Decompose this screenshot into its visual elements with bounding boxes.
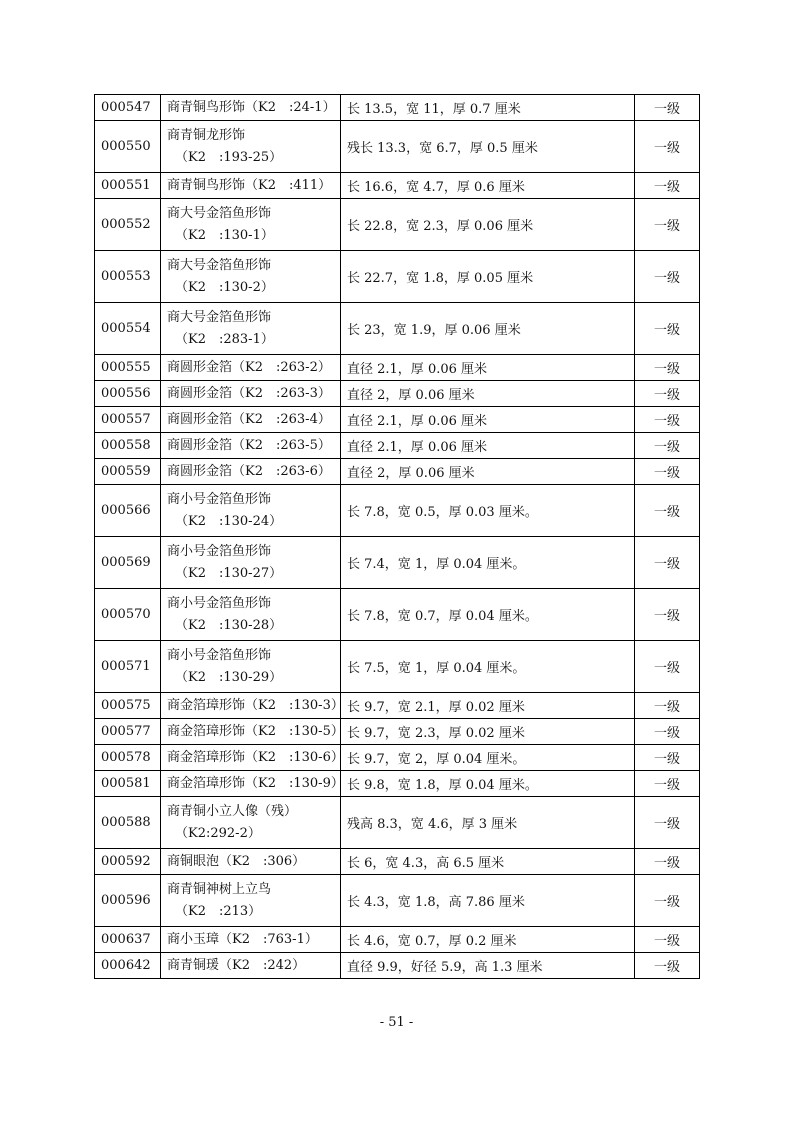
dimensions-cell: 长 9.8，宽 1.8，厚 0.04 厘米。 (341, 771, 635, 797)
table-row (95, 849, 700, 875)
grade-cell: 一级 (635, 719, 700, 745)
catalog-number-cell: 000569 (95, 537, 161, 589)
grade-cell: 一级 (635, 537, 700, 589)
catalog-number-cell: 000550 (95, 121, 161, 173)
item-name: 商青铜鸟形饰（K2 :24-1） (167, 99, 336, 115)
item-name-cell (161, 355, 341, 381)
dimensions-cell: 长 7.8，宽 0.7，厚 0.04 厘米。 (341, 589, 635, 641)
table-row (95, 693, 700, 719)
item-name-cell (161, 251, 341, 303)
table-row (95, 771, 700, 797)
catalog-number-cell: 000642 (95, 953, 161, 979)
dimensions-cell: 直径 2，厚 0.06 厘米 (341, 381, 635, 407)
grade-cell: 一级 (635, 199, 700, 251)
dimensions-cell: 长 9.7，宽 2.1，厚 0.02 厘米 (341, 693, 635, 719)
catalog-number-cell: 000596 (95, 875, 161, 927)
item-name-cell (161, 303, 341, 355)
table-row (95, 875, 700, 927)
catalog-number-cell: 000555 (95, 355, 161, 381)
grade-cell: 一级 (635, 355, 700, 381)
item-name-cell (161, 589, 341, 641)
page-number: - 51 - (379, 1015, 414, 1030)
item-name-cell (161, 433, 341, 459)
catalog-number-cell: 000552 (95, 199, 161, 251)
item-name: 商圆形金箔（K2 :263-5） (167, 437, 331, 453)
dimensions-cell: 直径 2.1，厚 0.06 厘米 (341, 433, 635, 459)
dimensions-cell: 长 23，宽 1.9，厚 0.06 厘米 (341, 303, 635, 355)
item-name-cell (161, 875, 341, 927)
item-name: 商小号金箔鱼形饰 (167, 595, 272, 611)
catalog-number-cell: 000554 (95, 303, 161, 355)
dimensions-cell: 直径 2.1，厚 0.06 厘米 (341, 407, 635, 433)
grade-cell: 一级 (635, 95, 700, 121)
grade-cell: 一级 (635, 459, 700, 485)
catalog-number-cell: 000588 (95, 797, 161, 849)
grade-cell: 一级 (635, 251, 700, 303)
table-row (95, 745, 700, 771)
item-excavation-number: （K2 :130-28） (175, 617, 283, 633)
table-row (95, 537, 700, 589)
grade-cell: 一级 (635, 589, 700, 641)
grade-cell: 一级 (635, 433, 700, 459)
grade-cell: 一级 (635, 771, 700, 797)
dimensions-cell: 长 6，宽 4.3，高 6.5 厘米 (341, 849, 635, 875)
grade-cell: 一级 (635, 407, 700, 433)
item-name-cell (161, 173, 341, 199)
table-row (95, 381, 700, 407)
grade-cell: 一级 (635, 927, 700, 953)
catalog-number-cell: 000559 (95, 459, 161, 485)
dimensions-cell: 长 16.6，宽 4.7，厚 0.6 厘米 (341, 173, 635, 199)
table-row (95, 485, 700, 537)
item-name-cell (161, 927, 341, 953)
catalog-number-cell: 000557 (95, 407, 161, 433)
item-name-cell (161, 771, 344, 797)
catalog-number-cell: 000577 (95, 719, 161, 745)
catalog-number-cell: 000581 (95, 771, 161, 797)
item-name-cell (161, 849, 341, 875)
catalog-number-cell: 000592 (95, 849, 161, 875)
table-row (95, 199, 700, 251)
item-name-cell (161, 459, 341, 485)
item-name-cell (161, 121, 341, 173)
item-name: 商圆形金箔（K2 :263-6） (167, 463, 331, 479)
item-name-cell (161, 381, 341, 407)
table-row (95, 121, 700, 173)
grade-cell: 一级 (635, 121, 700, 173)
item-name-cell (161, 797, 341, 849)
item-excavation-number: （K2 :130-24） (175, 513, 283, 529)
grade-cell: 一级 (635, 381, 700, 407)
catalog-number-cell: 000575 (95, 693, 161, 719)
item-name: 商圆形金箔（K2 :263-4） (167, 411, 331, 427)
table-row (95, 407, 700, 433)
item-name: 商青铜鸟形饰（K2 :411） (167, 177, 332, 193)
grade-cell: 一级 (635, 875, 700, 927)
item-name-cell (161, 199, 341, 251)
item-name: 商小玉璋（K2 :763-1） (167, 931, 318, 947)
item-name-cell (161, 693, 344, 719)
grade-cell: 一级 (635, 953, 700, 979)
table-row (95, 355, 700, 381)
table-row (95, 719, 700, 745)
item-name: 商大号金箔鱼形饰 (167, 309, 272, 325)
item-name: 商青铜小立人像（残） (167, 803, 298, 819)
item-excavation-number: （K2 :130-27） (175, 565, 283, 581)
catalog-number-cell: 000571 (95, 641, 161, 693)
item-excavation-number: （K2 :213） (175, 903, 262, 919)
table-row (95, 953, 700, 979)
dimensions-cell: 直径 9.9，好径 5.9，高 1.3 厘米 (341, 953, 635, 979)
table-row (95, 641, 700, 693)
catalog-number-cell: 000578 (95, 745, 161, 771)
item-name-cell (161, 407, 341, 433)
item-name: 商青铜神树上立鸟 (167, 881, 272, 897)
table-row (95, 797, 700, 849)
dimensions-cell: 长 7.5，宽 1，厚 0.04 厘米。 (341, 641, 635, 693)
dimensions-cell: 残高 8.3，宽 4.6，厚 3 厘米 (341, 797, 635, 849)
item-name-cell (161, 953, 341, 979)
table-row (95, 303, 700, 355)
grade-cell: 一级 (635, 173, 700, 199)
dimensions-cell: 长 22.7，宽 1.8，厚 0.05 厘米 (341, 251, 635, 303)
item-name: 商铜眼泡（K2 :306） (167, 853, 306, 869)
grade-cell: 一级 (635, 641, 700, 693)
item-excavation-number: （K2 :130-29） (175, 669, 283, 685)
dimensions-cell: 长 7.8，宽 0.5，厚 0.03 厘米。 (341, 485, 635, 537)
item-name-cell (161, 719, 344, 745)
item-name: 商大号金箔鱼形饰 (167, 205, 272, 221)
table-row (95, 251, 700, 303)
item-excavation-number: （K2 :130-2） (175, 279, 274, 295)
table-row (95, 433, 700, 459)
catalog-table (94, 94, 700, 979)
catalog-number-cell: 000637 (95, 927, 161, 953)
table-row (95, 95, 700, 121)
item-name-cell (161, 745, 344, 771)
catalog-number-cell: 000558 (95, 433, 161, 459)
item-name: 商圆形金箔（K2 :263-3） (167, 385, 331, 401)
grade-cell: 一级 (635, 745, 700, 771)
item-name-cell (161, 95, 341, 121)
item-excavation-number: （K2 :283-1） (175, 331, 274, 347)
item-excavation-number: （K2:292-2） (175, 825, 261, 841)
catalog-number-cell: 000566 (95, 485, 161, 537)
item-name-cell (161, 537, 341, 589)
item-name: 商金箔璋形饰（K2 :130-6） (167, 749, 344, 765)
table-row (95, 173, 700, 199)
item-name: 商小号金箔鱼形饰 (167, 543, 272, 559)
dimensions-cell: 长 9.7，宽 2，厚 0.04 厘米。 (341, 745, 635, 771)
grade-cell: 一级 (635, 693, 700, 719)
item-name: 商小号金箔鱼形饰 (167, 491, 272, 507)
item-name: 商金箔璋形饰（K2 :130-9） (167, 775, 344, 791)
item-name-cell (161, 485, 341, 537)
dimensions-cell: 长 4.6，宽 0.7，厚 0.2 厘米 (341, 927, 635, 953)
item-name: 商圆形金箔（K2 :263-2） (167, 359, 331, 375)
dimensions-cell: 直径 2，厚 0.06 厘米 (341, 459, 635, 485)
item-name-cell (161, 641, 341, 693)
item-name: 商小号金箔鱼形饰 (167, 647, 272, 663)
table-row (95, 589, 700, 641)
item-name: 商青铜龙形饰 (167, 127, 246, 143)
dimensions-cell: 长 9.7，宽 2.3，厚 0.02 厘米 (341, 719, 635, 745)
dimensions-cell: 长 22.8，宽 2.3，厚 0.06 厘米 (341, 199, 635, 251)
catalog-number-cell: 000551 (95, 173, 161, 199)
table-body (95, 95, 700, 979)
dimensions-cell: 直径 2.1，厚 0.06 厘米 (341, 355, 635, 381)
grade-cell: 一级 (635, 849, 700, 875)
table-row (95, 459, 700, 485)
grade-cell: 一级 (635, 485, 700, 537)
catalog-number-cell: 000553 (95, 251, 161, 303)
dimensions-cell: 长 7.4，宽 1，厚 0.04 厘米。 (341, 537, 635, 589)
item-name: 商金箔璋形饰（K2 :130-3） (167, 697, 344, 713)
item-name: 商金箔璋形饰（K2 :130-5） (167, 723, 344, 739)
catalog-number-cell: 000547 (95, 95, 161, 121)
table-row (95, 927, 700, 953)
dimensions-cell: 长 13.5，宽 11，厚 0.7 厘米 (341, 95, 635, 121)
item-name: 商青铜瑗（K2 :242） (167, 957, 306, 973)
grade-cell: 一级 (635, 303, 700, 355)
item-excavation-number: （K2 :193-25） (175, 149, 283, 165)
catalog-number-cell: 000570 (95, 589, 161, 641)
dimensions-cell: 残长 13.3，宽 6.7，厚 0.5 厘米 (341, 121, 635, 173)
dimensions-cell: 长 4.3，宽 1.8，高 7.86 厘米 (341, 875, 635, 927)
item-name: 商大号金箔鱼形饰 (167, 257, 272, 273)
item-excavation-number: （K2 :130-1） (175, 227, 274, 243)
catalog-number-cell: 000556 (95, 381, 161, 407)
grade-cell: 一级 (635, 797, 700, 849)
